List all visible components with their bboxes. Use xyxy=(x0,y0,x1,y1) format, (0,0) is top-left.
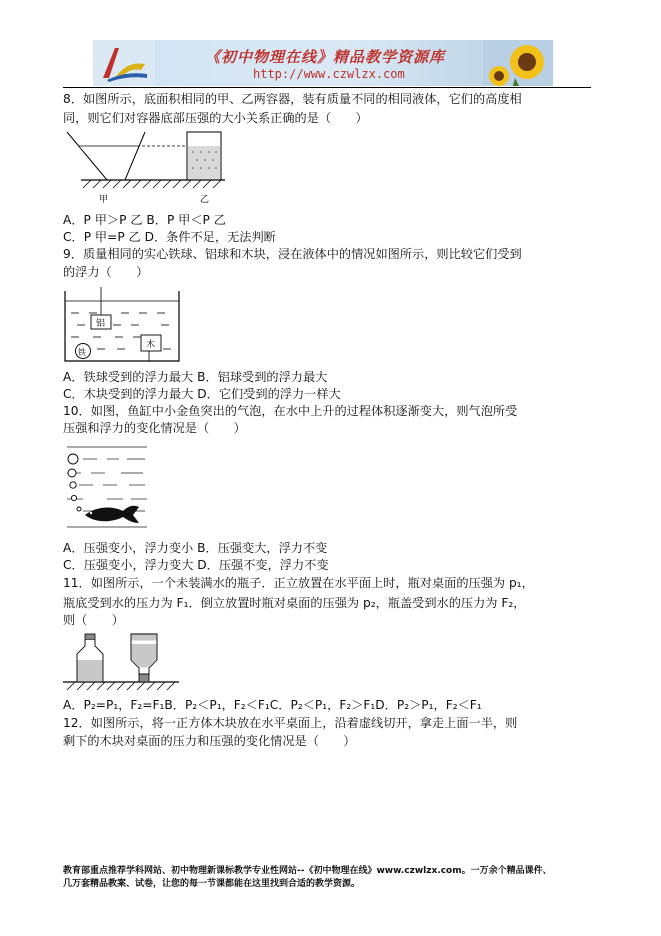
q11-options-line1: A．P₂=P₁，F₂=F₁B．P₂＜P₁，F₂＜F₁C．P₂＜P₁，F₂＞F₁D．P₂＞P₁，F₂＜F₁ xyxy=(63,698,482,712)
site-logo xyxy=(93,40,155,86)
q9-options-line1: A．铁球受到的浮力最大 B．铝球受到的浮力最大 xyxy=(63,370,328,384)
banner-url[interactable]: http://www.czwlzx.com xyxy=(253,67,405,81)
q11-text-line3: 则（ ） xyxy=(63,613,124,627)
q11-figure xyxy=(63,630,181,692)
q9-options-line2: C．木块受到的浮力最大 D．它们受到的浮力一样大 xyxy=(63,387,341,401)
sunflower-image xyxy=(483,40,553,86)
footer-line1: 教育部重点推荐学科网站、初中物理新课标教学专业性网站--《初中物理在线》www.czwlzx.com。一万余个精品课件、 xyxy=(63,866,552,876)
q10-options-line2: C．压强变小，浮力变大 D．压强不变，浮力不变 xyxy=(63,558,329,572)
q10-options-line1: A．压强变小，浮力变小 B．压强变大，浮力不变 xyxy=(63,541,328,555)
q9-figure xyxy=(63,287,181,365)
q9-label-fe: 铁 xyxy=(78,348,86,357)
footer-line2: 几万套精品教案、试卷，让您的每一节课都能在这里找到合适的教学资源。 xyxy=(63,879,361,889)
q10-text-line2: 压强和浮力的变化情况是（ ） xyxy=(63,421,246,435)
header-rule xyxy=(63,87,591,88)
q8-options-line1: A．P 甲＞P 乙 B．P 甲＜P 乙 xyxy=(63,213,226,227)
q11-text-line1: 11．如图所示，一个未装满水的瓶子．正立放置在水平面上时，瓶对桌面的压强为 p₁， xyxy=(63,576,534,590)
q10-figure xyxy=(63,443,153,535)
q9-label-wood: 木 xyxy=(146,340,156,350)
q8-text-line2: 同，则它们对容器底部压强的大小关系正确的是（ ） xyxy=(63,111,368,125)
q9-text-line1: 9．质量相同的实心铁球、铝球和木块，浸在液体中的情况如图所示，则比较它们受到 xyxy=(63,247,522,261)
q9-text-line2: 的浮力（ ） xyxy=(63,265,149,279)
q10-text-line1: 10．如图，鱼缸中小金鱼突出的气泡，在水中上升的过程体积逐渐变大，则气泡所受 xyxy=(63,404,518,418)
q12-text-line1: 12．如图所示，将一正方体木块放在水平桌面上，沿着虚线切开，拿走上面一半，则 xyxy=(63,716,518,730)
q8-figure xyxy=(63,128,233,208)
banner-title: 《初中物理在线》精品教学资源库 xyxy=(205,48,446,66)
q12-text-line2: 剩下的木块对桌面的压力和压强的变化情况是（ ） xyxy=(63,734,356,748)
q8-label-jia: 甲 xyxy=(99,195,109,205)
q8-options-line2: C．P 甲=P 乙 D．条件不足，无法判断 xyxy=(63,230,276,244)
q9-label-al: 铝 xyxy=(96,319,106,329)
header-banner xyxy=(93,40,553,86)
q8-text-line1: 8．如图所示，底面积相同的甲、乙两容器，装有质量不同的相同液体，它们的高度相 xyxy=(63,92,522,106)
q8-label-yi: 乙 xyxy=(200,195,210,205)
q11-text-line2: 瓶底受到水的压力为 F₁．倒立放置时瓶对桌面的压强为 p₂，瓶盖受到水的压力为 F₂， xyxy=(63,596,526,610)
